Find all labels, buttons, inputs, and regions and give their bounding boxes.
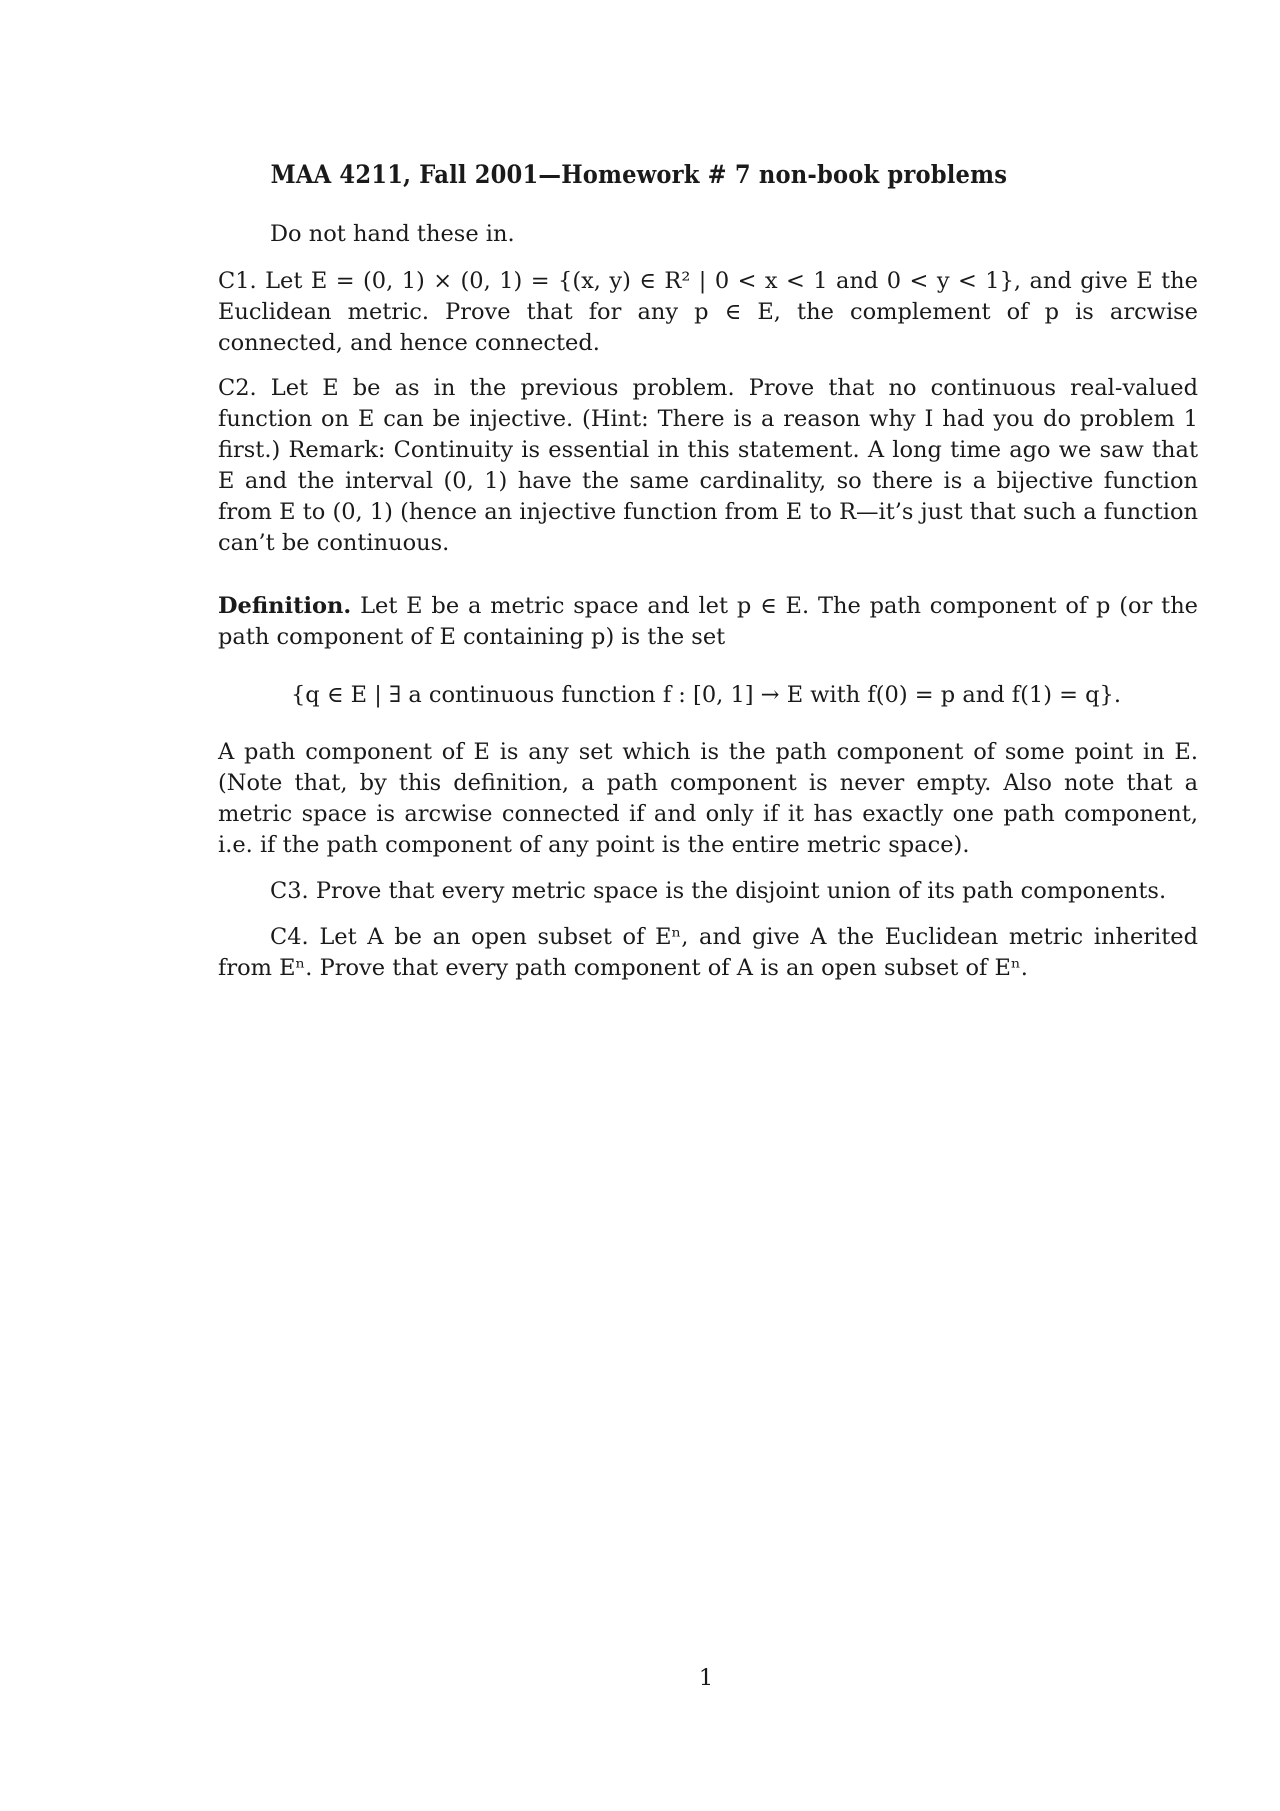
definition-paragraph [218, 591, 1198, 653]
problem-c2: C2. Let E be as in the previous problem. Prove that no continuous real-valued function on E can be injective. (Hint: There is a reason why I had you do problem 1 first.) Remark: Continuity is essential in this statement. A long time ago we saw that E and the interval (0, 1) have the same cardinality, so there is a bijective function from E to (0, 1) (hence an injective function from E to R—it’s just that such a function can’t be continuous. [218, 375, 1198, 556]
problem-c4: C4. Let A be an open subset of Eⁿ, and give A the Euclidean metric inherited from Eⁿ. Prove that every path component of A is an open subset of Eⁿ. [218, 924, 1198, 981]
path-component-paragraph: A path component of E is any set which is the path component of some point in E. (Note that, by this definition, a path component is never empty. Also note that a metric space is arcwise connected if and only if it has exactly one path component, i.e. if the path component of any point is the entire metric space). [218, 739, 1198, 858]
problem-c1: C1. Let E = (0, 1) × (0, 1) = {(x, y) ∈ R² | 0 < x < 1 and 0 < y < 1}, and give E the Euclidean metric. Prove that for any p ∈ E, the complement of p is arcwise connected, and hence connected. [218, 268, 1198, 356]
display-set-formula: {q ∈ E | ∃ a continuous function f : [0, 1] → E with f(0) = p and f(1) = q}. [290, 682, 1122, 708]
note-paragraph: Do not hand these in. [270, 221, 515, 247]
definition-label: Definition. [218, 593, 352, 619]
page-number: 1 [698, 1665, 714, 1691]
page-title: MAA 4211, Fall 2001—Homework # 7 non-book problems [270, 160, 1008, 189]
definition-text: Let E be a metric space and let p ∈ E. The path component of p (or the path component of E containing p) is the set [218, 593, 1199, 650]
problem-c3: C3. Prove that every metric space is the disjoint union of its path components. [270, 878, 1167, 904]
